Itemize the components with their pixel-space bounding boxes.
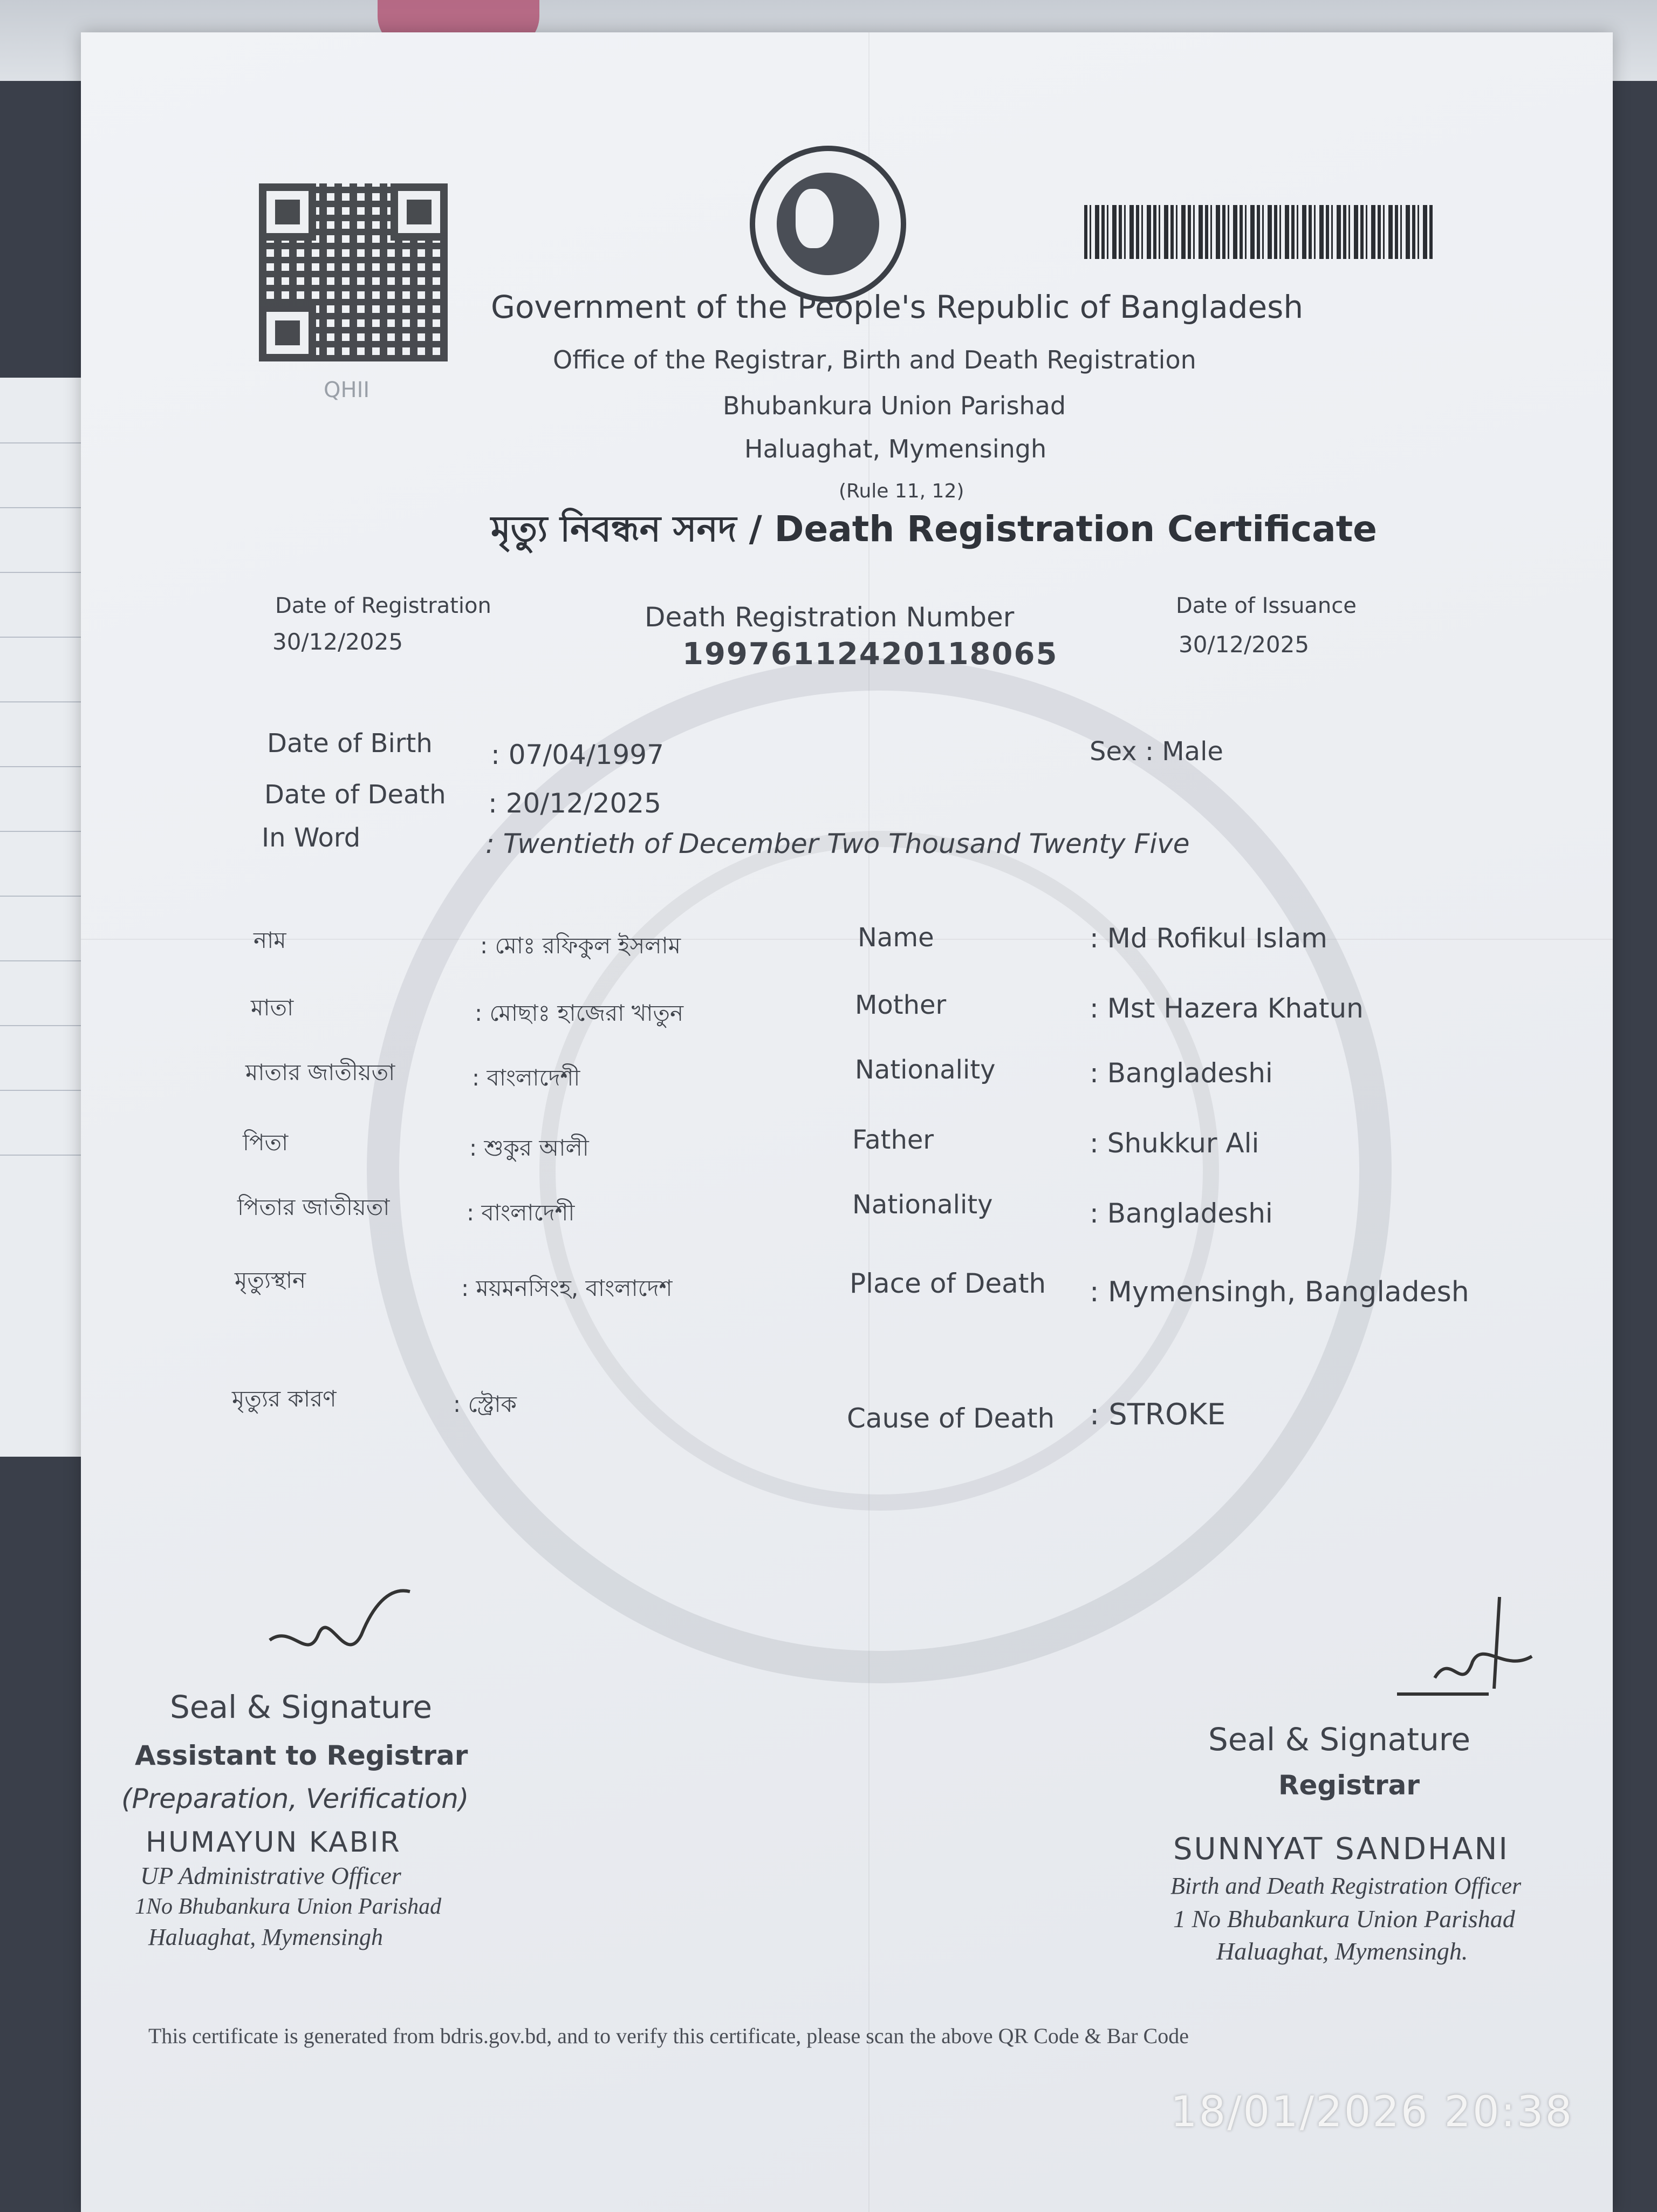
in-word-label: In Word: [262, 823, 361, 853]
en-value-father: : Shukkur Ali: [1090, 1128, 1259, 1159]
assistant-signature: [259, 1575, 421, 1683]
left-role: Assistant to Registrar: [135, 1740, 468, 1771]
header-location: Haluaghat, Mymensingh: [744, 434, 1047, 463]
right-role: Registrar: [1278, 1770, 1420, 1801]
en-label-father-nationality: Nationality: [852, 1190, 993, 1220]
in-word-value: : Twentieth of December Two Thousand Twenty Five: [485, 828, 1190, 859]
left-role-note: (Preparation, Verification): [121, 1783, 469, 1814]
left-officer-title: UP Administrative Officer: [140, 1862, 401, 1889]
bn-label-father: পিতা: [243, 1129, 289, 1156]
right-officer-union: 1 No Bhubankura Union Parishad: [1173, 1905, 1515, 1933]
bn-label-father-nationality: পিতার জাতীয়তা: [237, 1194, 390, 1220]
left-officer-union: 1No Bhubankura Union Parishad: [135, 1894, 442, 1919]
header-government: Government of the People's Republic of Bangladesh: [491, 289, 1304, 325]
right-officer-title: Birth and Death Registration Officer: [1170, 1873, 1522, 1899]
date-of-death-value: : 20/12/2025: [488, 788, 661, 819]
bn-value-father-nationality: : বাংলাদেশী: [467, 1199, 575, 1226]
bn-value-mother: : মোছাঃ হাজেরা খাতুন: [475, 1000, 684, 1026]
header-office: Office of the Registrar, Birth and Death Registration: [553, 345, 1196, 374]
title-separator: /: [736, 508, 775, 550]
en-value-place-of-death: : Mymensingh, Bangladesh: [1090, 1276, 1469, 1308]
barcode-icon: [1084, 205, 1435, 259]
en-label-mother-nationality: Nationality: [855, 1055, 996, 1085]
qr-code-icon: [259, 183, 448, 361]
bn-label-name: নাম: [254, 927, 286, 953]
footer-note: This certificate is generated from bdris.gov.bd, and to verify this certificate, please scan the above QR Code & Bar Code: [148, 2024, 1189, 2048]
bn-value-name: : মোঃ রফিকুল ইসলাম: [480, 932, 681, 959]
government-seal-icon: [750, 146, 906, 302]
date-of-registration-value: 30/12/2025: [272, 629, 403, 655]
bn-value-mother-nationality: : বাংলাদেশী: [472, 1064, 580, 1091]
bn-label-mother: মাতা: [251, 994, 294, 1021]
bn-label-cause-of-death: মৃত্যুর কারণ: [232, 1385, 337, 1412]
header-union: Bhubankura Union Parishad: [723, 391, 1066, 420]
title-bangla: মৃত্যু নিবন্ধন সনদ: [491, 508, 737, 550]
en-value-father-nationality: : Bangladeshi: [1090, 1198, 1273, 1229]
bn-label-place-of-death: মৃত্যুস্থান: [235, 1267, 306, 1293]
qr-caption: QHII: [324, 378, 370, 402]
en-value-name: : Md Rofikul Islam: [1090, 923, 1328, 954]
left-seal-signature: Seal & Signature: [170, 1689, 433, 1725]
en-value-mother: : Mst Hazera Khatun: [1090, 993, 1364, 1024]
en-label-mother: Mother: [855, 990, 947, 1020]
date-of-issuance-label: Date of Issuance: [1176, 593, 1357, 618]
certificate-title: [491, 502, 1377, 561]
en-label-place-of-death: Place of Death: [850, 1268, 1046, 1299]
registration-number-value: 19976112420118065: [682, 637, 1058, 672]
title-english: Death Registration Certificate: [774, 508, 1377, 550]
en-value-mother-nationality: : Bangladeshi: [1090, 1057, 1273, 1089]
date-of-death-label: Date of Death: [264, 780, 446, 810]
right-officer-location: Haluaghat, Mymensingh.: [1216, 1937, 1468, 1965]
right-seal-signature: Seal & Signature: [1208, 1721, 1471, 1758]
sex-value: Sex : Male: [1090, 736, 1223, 767]
en-label-cause-of-death: Cause of Death: [847, 1403, 1055, 1434]
date-of-birth-value: : 07/04/1997: [491, 739, 664, 770]
en-label-name: Name: [858, 923, 934, 953]
en-value-cause-of-death: : STROKE: [1090, 1397, 1226, 1431]
right-officer-name: SUNNYAT SANDHANI: [1173, 1832, 1509, 1867]
bn-value-place-of-death: : ময়মনসিংহ, বাংলাদেশ: [461, 1275, 673, 1301]
camera-timestamp: 18/01/2026 20:38: [1170, 2088, 1574, 2136]
date-of-registration-label: Date of Registration: [275, 593, 491, 618]
registrar-signature: [1370, 1586, 1575, 1721]
left-officer-name: HUMAYUN KABIR: [146, 1826, 401, 1859]
date-of-birth-label: Date of Birth: [267, 728, 433, 759]
bn-value-cause-of-death: : স্ট্রোক: [453, 1391, 517, 1417]
left-officer-location: Haluaghat, Mymensingh: [148, 1924, 384, 1950]
date-of-issuance-value: 30/12/2025: [1179, 631, 1310, 658]
certificate-sheet: [81, 32, 1613, 2212]
bn-value-father: : শুকুর আলী: [469, 1135, 589, 1161]
header-rule: (Rule 11, 12): [839, 480, 964, 502]
bn-label-mother-nationality: মাতার জাতীয়তা: [245, 1059, 395, 1085]
en-label-father: Father: [852, 1125, 934, 1155]
registration-number-label: Death Registration Number: [645, 602, 1015, 633]
